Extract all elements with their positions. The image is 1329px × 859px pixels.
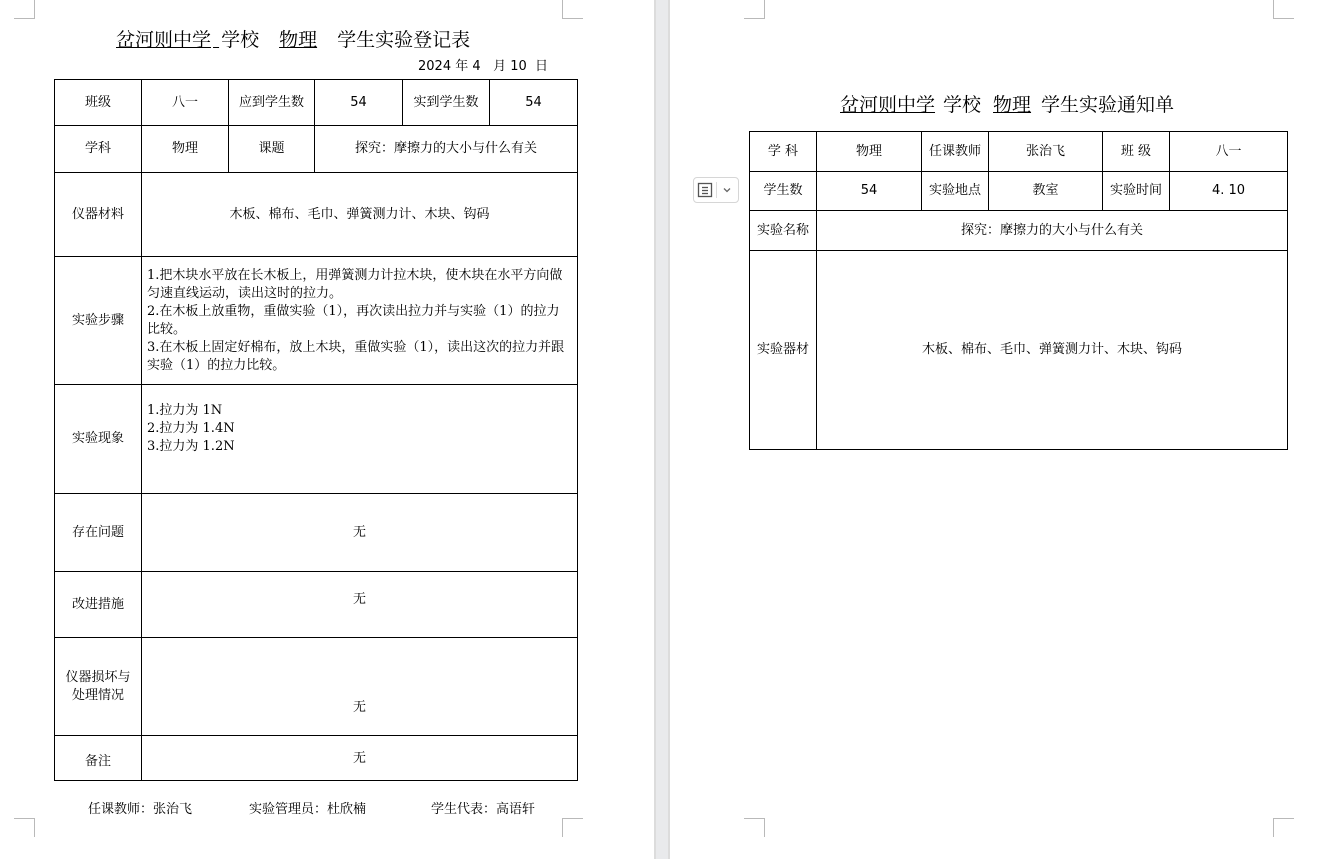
step-item: 1.把木块水平放在长木板上，用弹簧测力计拉木块，使木块在水平方向做匀速直线运动，读出这时的拉力。 — [147, 267, 563, 301]
notice-table — [749, 131, 1288, 450]
right-page — [670, 0, 1329, 859]
date-line: 2024 年 4 月 10 日 — [418, 59, 549, 74]
student-count-label: 学生数 — [750, 172, 817, 211]
phenomena-content — [142, 385, 578, 494]
location-label: 实验地点 — [922, 172, 989, 211]
subject-name: 物理 — [993, 94, 1032, 116]
steps-content — [142, 257, 578, 385]
school-suffix: 学校 — [221, 29, 260, 51]
table-row — [55, 572, 578, 638]
table-row — [55, 126, 578, 173]
time-label: 实验时间 — [1103, 172, 1170, 211]
actual-students-label: 实到学生数 — [403, 80, 490, 126]
crop-mark — [562, 0, 583, 19]
subject-value: 物理 — [142, 126, 229, 173]
table-row — [55, 494, 578, 572]
table-layout-button[interactable] — [693, 177, 739, 203]
subject-label: 学 科 — [750, 132, 817, 172]
phenomena-label: 实验现象 — [55, 385, 142, 494]
table-row — [750, 132, 1288, 172]
steps-label: 实验步骤 — [55, 257, 142, 385]
school-name: 岔河则中学 — [840, 94, 936, 116]
table-row — [55, 736, 578, 781]
registration-table — [54, 79, 578, 781]
materials-value: 木板、棉布、毛巾、弹簧测力计、木块、钩码 — [142, 173, 578, 257]
teacher-value: 张治飞 — [989, 132, 1103, 172]
footer-lab-admin: 实验管理员：杜欣楠 — [249, 802, 367, 817]
class-value: 八一 — [142, 80, 229, 126]
improvement-value: 无 — [142, 572, 578, 638]
crop-mark — [744, 0, 765, 19]
chevron-down-icon[interactable] — [717, 179, 737, 201]
topic-label: 课题 — [229, 126, 315, 173]
student-count-value: 54 — [817, 172, 922, 211]
remarks-value: 无 — [142, 736, 578, 781]
phenomenon-item: 1.拉力为 1N — [147, 403, 223, 418]
table-row — [750, 251, 1288, 450]
actual-students-value: 54 — [490, 80, 578, 126]
crop-mark — [562, 818, 583, 837]
footer-student-rep: 学生代表：高语轩 — [431, 802, 536, 817]
crop-mark — [14, 818, 35, 837]
teacher-label: 任课教师 — [922, 132, 989, 172]
class-label: 班级 — [55, 80, 142, 126]
document-name: 学生实验登记表 — [337, 29, 471, 51]
table-row — [750, 172, 1288, 211]
remarks-label: 备注 — [55, 736, 142, 781]
school-name: 岔河则中学 — [116, 29, 212, 51]
crop-mark — [14, 0, 35, 19]
school-suffix: 学校 — [943, 94, 982, 116]
time-value: 4. 10 — [1170, 172, 1288, 211]
equipment-label: 实验器材 — [750, 251, 817, 450]
table-row — [750, 211, 1288, 251]
crop-mark — [744, 818, 765, 837]
experiment-name-value: 探究：摩擦力的大小与什么有关 — [817, 211, 1288, 251]
damage-value: 无 — [142, 638, 578, 736]
improvement-label: 改进措施 — [55, 572, 142, 638]
damage-label: 仪器损坏与 处理情况 — [55, 638, 142, 736]
phenomenon-item: 3.拉力为 1.2N — [147, 439, 235, 454]
table-layout-icon[interactable] — [694, 179, 716, 201]
step-item: 2.在木板上放重物，重做实验（1），再次读出拉力并与实验（1）的拉力比较。 — [147, 303, 560, 337]
problems-value: 无 — [142, 494, 578, 572]
class-label: 班 级 — [1103, 132, 1170, 172]
table-row — [55, 173, 578, 257]
footer-teacher: 任课教师：张治飞 — [88, 802, 193, 817]
location-value: 教室 — [989, 172, 1103, 211]
table-row — [55, 257, 578, 385]
left-page — [0, 0, 654, 859]
class-value: 八一 — [1170, 132, 1288, 172]
problems-label: 存在问题 — [55, 494, 142, 572]
expected-students-value: 54 — [315, 80, 403, 126]
page-title — [96, 25, 470, 52]
document-name: 学生实验通知单 — [1041, 94, 1175, 116]
subject-name: 物理 — [279, 29, 318, 51]
topic-value: 探究：摩擦力的大小与什么有关 — [315, 126, 578, 173]
crop-mark — [1273, 818, 1294, 837]
experiment-name-label: 实验名称 — [750, 211, 817, 251]
table-row — [55, 385, 578, 494]
subject-label: 学科 — [55, 126, 142, 173]
subject-value: 物理 — [817, 132, 922, 172]
phenomenon-item: 2.拉力为 1.4N — [147, 421, 235, 436]
equipment-value: 木板、棉布、毛巾、弹簧测力计、木块、钩码 — [817, 251, 1288, 450]
expected-students-label: 应到学生数 — [229, 80, 315, 126]
page-gap — [654, 0, 670, 859]
page-title — [828, 90, 1174, 117]
step-item: 3.在木板上固定好棉布，放上木块，重做实验（1），读出这次的拉力并跟实验（1）的拉力比较。 — [147, 339, 565, 373]
table-row — [55, 80, 578, 126]
crop-mark — [1273, 0, 1294, 19]
table-row — [55, 638, 578, 736]
materials-label: 仪器材料 — [55, 173, 142, 257]
